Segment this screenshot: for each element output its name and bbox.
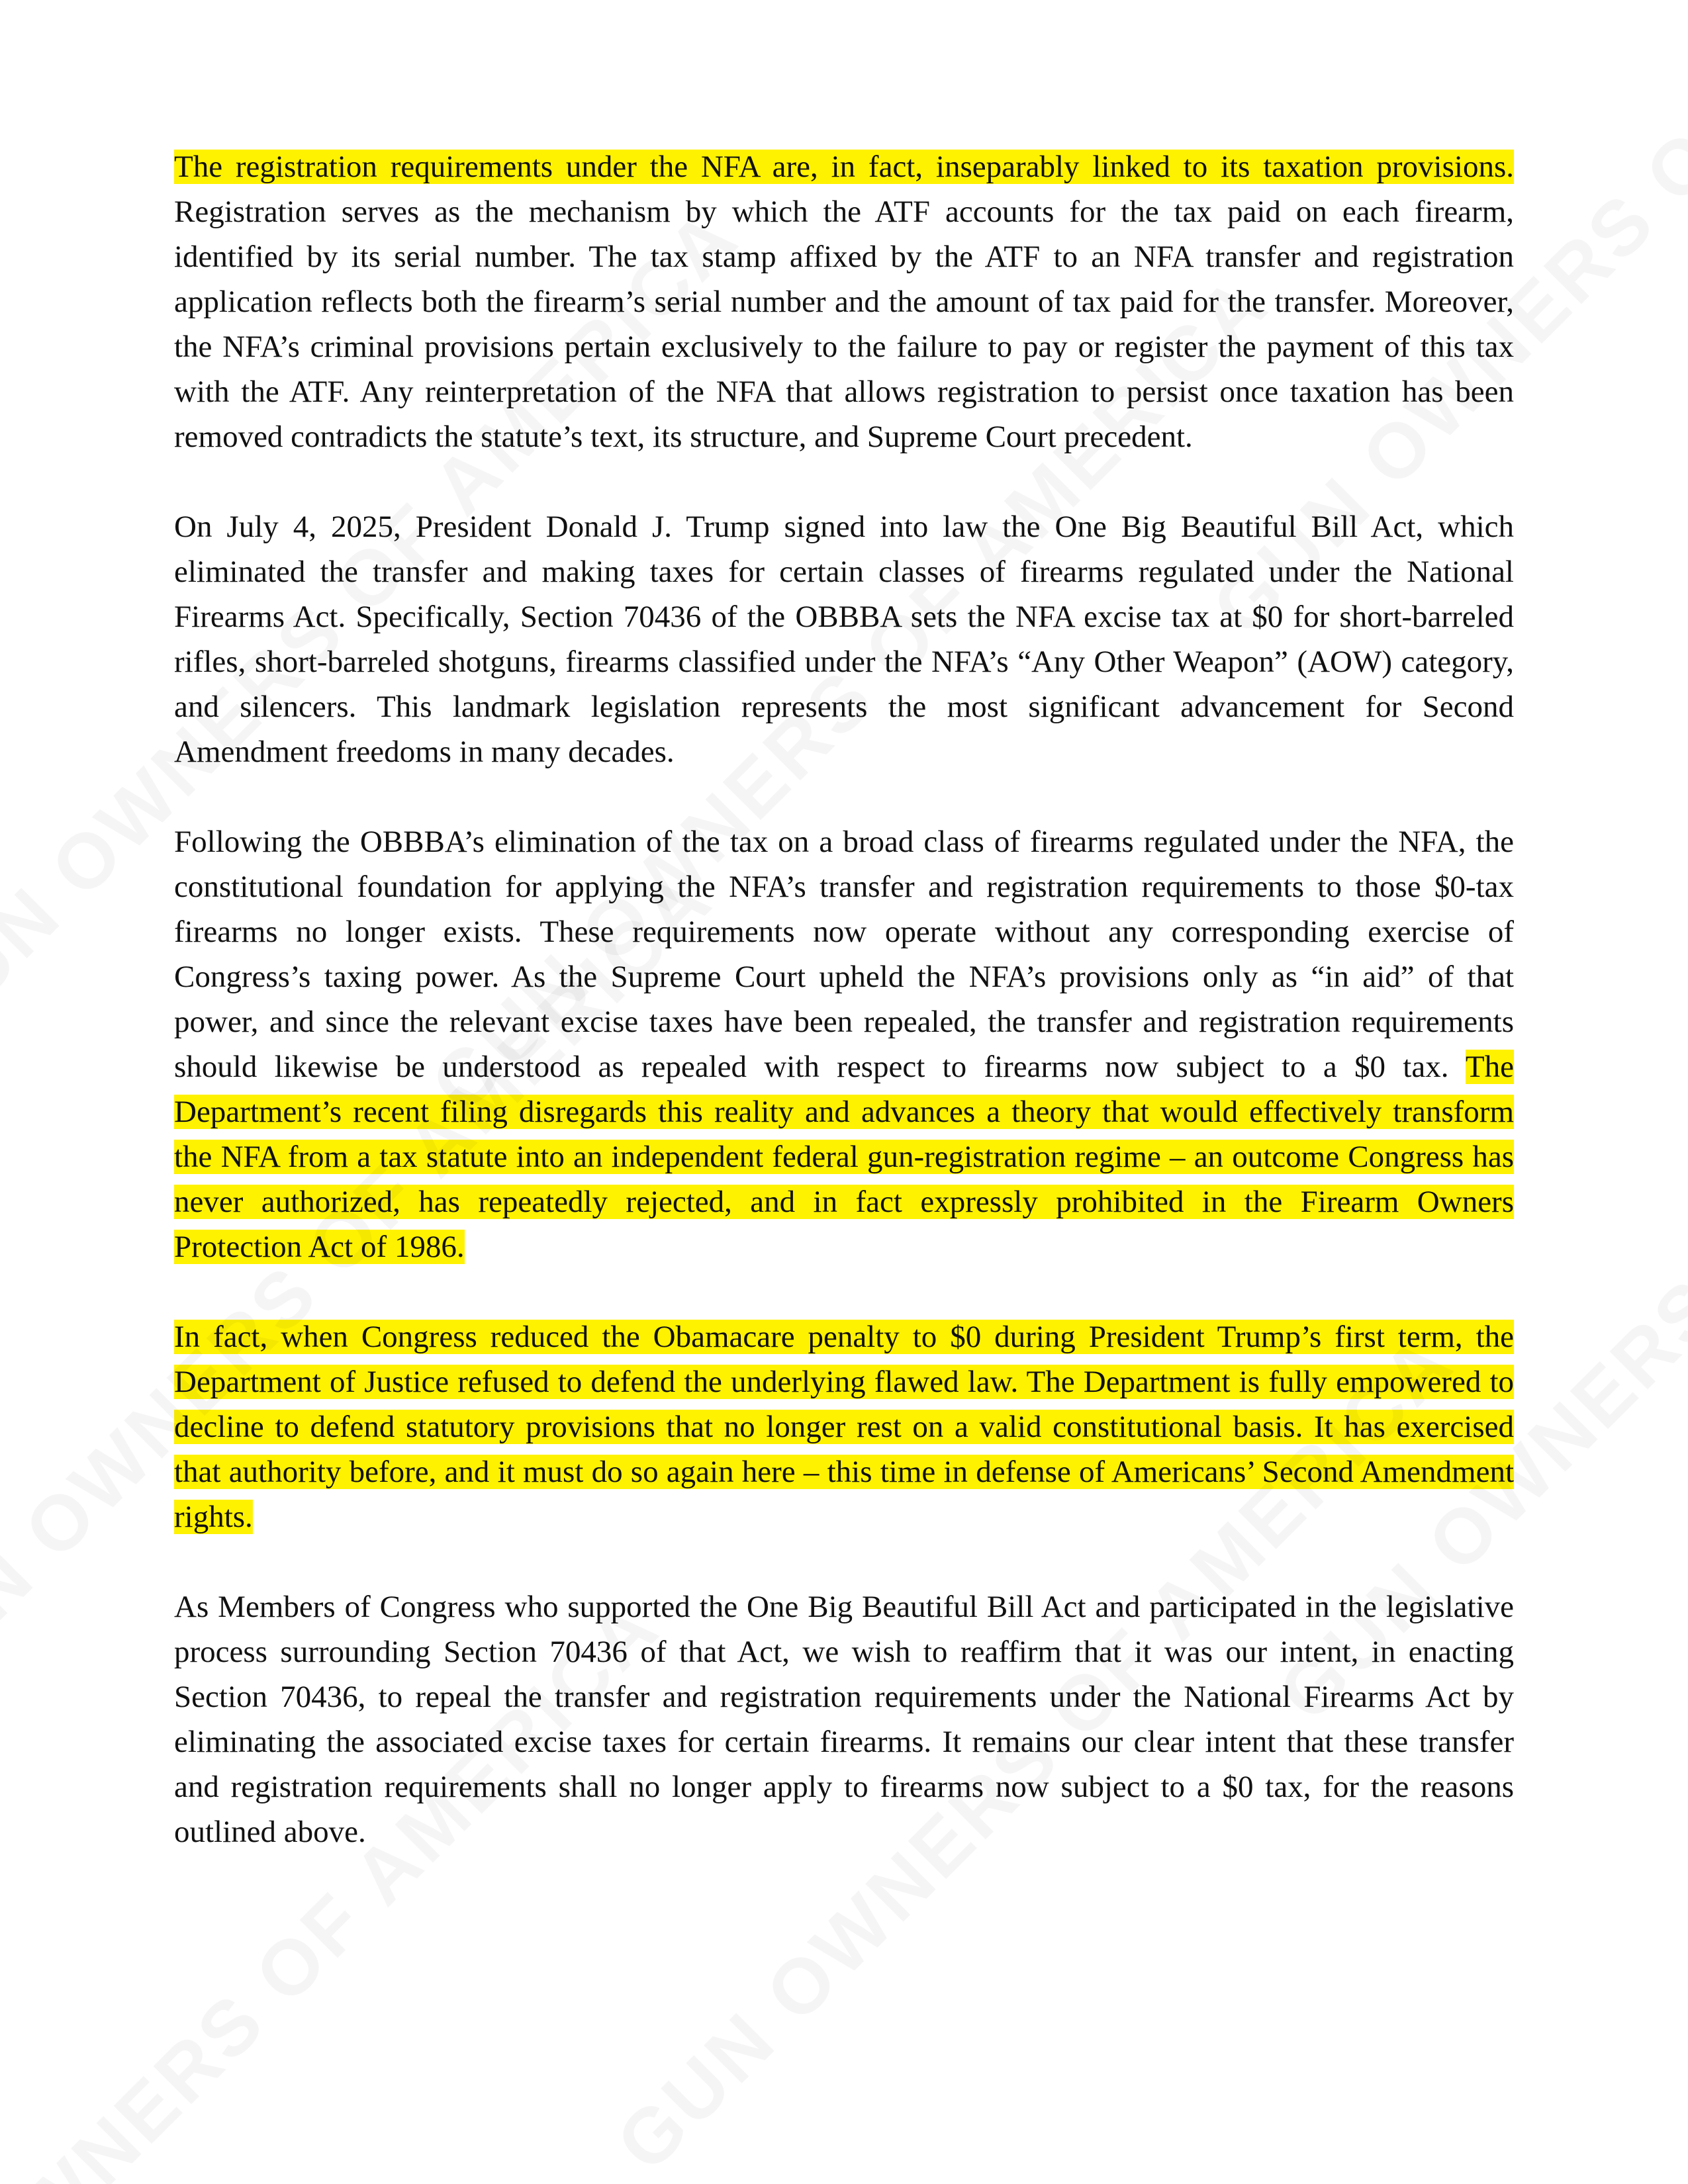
paragraph-doj-precedent [174,1314,1514,1539]
paragraph-text: Registration serves as the mechanism by which the ATF accounts for the tax paid on each firearm, identified by its serial number. The tax stamp affixed by the ATF to an NFA transfer and registration application reflects both the firearm’s serial number and the amount of tax paid for the transfer. Moreover, the NFA’s criminal provisions pertain exclusively to the failure to pay or register the payment of this tax with the ATF. Any reinterpretation of the NFA that allows registration to persist once taxation has been removed contradicts the statute’s text, its structure, and Supreme Court precedent. [174,195,1514,454]
highlighted-text: The Department’s recent filing disregards this reality and advances a theory that would effectively transform the NFA from a tax statute into an independent federal gun-registration regime – an outcome Congress has never authorized, has repeatedly rejected, and in fact expressly prohibited in the Firearm Owners Protection Act of 1986. [174,1050,1514,1264]
paragraph-text: Following the OBBBA’s elimination of the tax on a broad class of firearms regulated under the NFA, the constitutional foundation for applying the NFA’s transfer and registration requirements to those $0-tax firearms no longer exists. These requirements now operate without any corresponding exercise of Congress’s taxing power. As the Supreme Court upheld the NFA’s provisions only as “in aid” of that power, and since the relevant excise taxes have been repealed, the transfer and registration requirements should likewise be understood as repealed with respect to firearms now subject to a $0 tax. [174,825,1514,1084]
highlighted-text: In fact, when Congress reduced the Obamacare penalty to $0 during President Trump’s first term, the Department of Justice refused to defend the underlying flawed law. The Department is fully empowered to decline to defend statutory provisions that no longer rest on a valid constitutional basis. It has exercised that authority before, and it must do so again here – this time in defense of Americans’ Second Amendment rights. [174,1320,1514,1534]
paragraph-nfa-registration [174,144,1514,459]
paragraph-constitutional-foundation [174,819,1514,1269]
highlighted-text: The registration requirements under the NFA are, in fact, inseparably linked to its taxation provisions. [174,150,1514,184]
letter-body [174,144,1514,1899]
watermark [1559,1528,1688,2184]
paragraph-text: As Members of Congress who supported the One Big Beautiful Bill Act and participated in the legislative process surrounding Section 70436 of that Act, we wish to reaffirm that it was our intent, in enacting Section 70436, to repeal the transfer and registration requirements under the National Firearms Act by eliminating the associated excise taxes for certain firearms. It remains our clear intent that these transfer and registration requirements shall no longer apply to firearms now subject to a $0 tax, for the reasons outlined above. [174,1590,1514,1849]
paragraph-congressional-intent [174,1584,1514,1854]
paragraph-text: On July 4, 2025, President Donald J. Trump signed into law the One Big Beautiful Bill Act, which eliminated the transfer and making taxes for certain classes of firearms regulated under the National Firearms Act. Specifically, Section 70436 of the OBBBA sets the NFA excise tax at $0 for short-barreled rifles, short-barreled shotguns, firearms classified under the NFA’s “Any Other Weapon” (AOW) category, and silencers. This landmark legislation represents the most significant advancement for Second Amendment freedoms in many decades. [174,510,1514,769]
paragraph-obbba-signing [174,504,1514,774]
